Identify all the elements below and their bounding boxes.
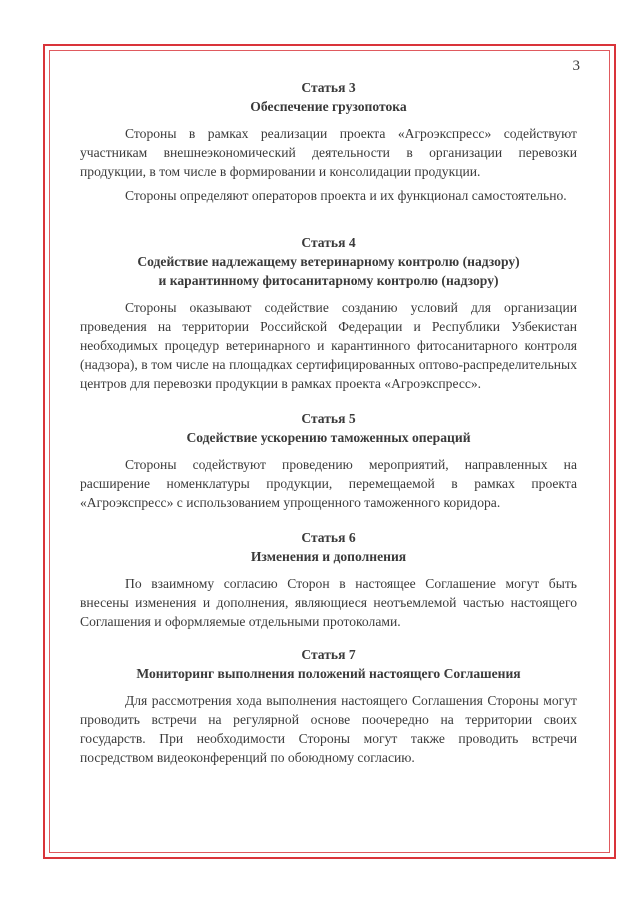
document-body [80,78,577,767]
article-3-paragraph-2: Стороны определяют операторов проекта и их функционал самостоятельно. [125,188,567,203]
article-3 [80,78,577,205]
article-7-subtitle: Мониторинг выполнения положений настоящего Соглашения [136,666,521,681]
article-4 [80,233,577,393]
article-5-paragraph-1: Стороны содействуют проведению мероприятий, направленных на расширение номенклатуры продукции, перемещаемой в рамках проекта «Агроэкспресс» с использованием упрощенного таможенного коридора. [80,457,577,510]
article-7-paragraph-1: Для рассмотрения хода выполнения настоящего Соглашения Стороны могут проводить встречи на регулярной основе поочередно на территории своих государств. При необходимости Стороны могут также проводить встречи посредством видеоконференций по обоюдному согласию. [80,693,577,765]
article-4-paragraph-1: Стороны оказывают содействие созданию условий для организации проведения на территории Российской Федерации и Республики Узбекистан необходимых процедур ветеринарного и карантинного фитосанитарного контроля (надзора), в том числе на площадках сертифицированных оптово-распределительных центров для перевозки продукции в рамках проекта «Агроэкспресс». [80,300,577,391]
article-5 [80,409,577,512]
article-6-subtitle: Изменения и дополнения [250,549,407,564]
article-4-subtitle-line-2: и карантинному фитосанитарному контролю (надзору) [158,273,499,288]
page-number: 3 [572,58,580,74]
article-6-title: Статья 6 [301,530,356,545]
article-5-title: Статья 5 [301,411,356,426]
article-3-paragraph-1: Стороны в рамках реализации проекта «Агроэкспресс» содействуют участникам внешнеэкономический деятельности в организации перевозки продукции, в том числе в формировании и консолидации продукции. [80,126,577,179]
article-6-paragraph-1: По взаимному согласию Сторон в настоящее Соглашение могут быть внесены изменения и дополнения, являющиеся неотъемлемой частью настоящего Соглашения и оформляемые отдельными протоколами. [80,576,577,629]
article-4-subtitle-line-1: Содействие надлежащему ветеринарному контролю (надзору) [137,254,520,269]
article-7 [80,645,577,767]
article-6 [80,528,577,631]
article-3-subtitle: Обеспечение грузопотока [250,99,407,114]
article-4-title: Статья 4 [301,235,356,250]
article-7-title: Статья 7 [301,647,356,662]
article-5-subtitle: Содействие ускорению таможенных операций [186,430,471,445]
article-3-title: Статья 3 [301,80,356,95]
